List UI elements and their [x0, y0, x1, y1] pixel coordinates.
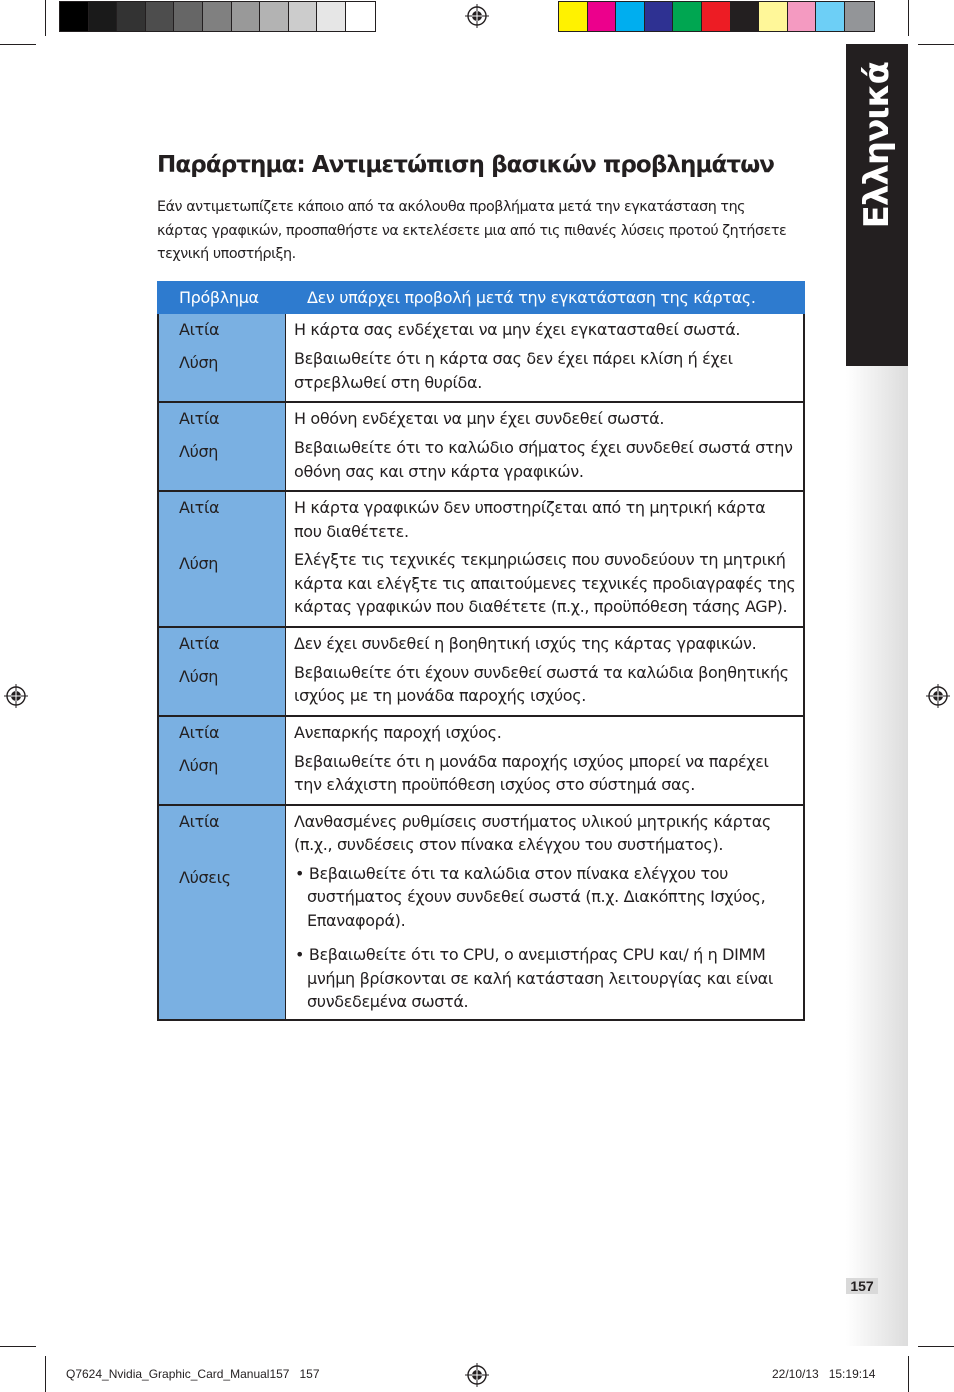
label-column: [159, 492, 286, 626]
text-column: [286, 403, 803, 490]
cause-solution-group: [159, 715, 803, 804]
label-column: [159, 403, 286, 490]
cause-label: Αιτία: [179, 498, 220, 517]
registration-mark-icon: [465, 4, 489, 28]
solution-label: Λύσεις: [179, 867, 231, 887]
label-column: [159, 806, 286, 1019]
cause-text: Ανεπαρκής παροχή ισχύος.: [294, 722, 502, 742]
crop-mark: [45, 0, 46, 36]
grayscale-swatch: [317, 2, 346, 31]
label-column: [159, 717, 286, 804]
color-calibration-bar: [558, 1, 875, 32]
registration-mark-icon: [4, 684, 28, 708]
crop-mark: [908, 0, 909, 36]
text-column: [286, 628, 803, 715]
grayscale-swatch: [232, 2, 261, 31]
cause-label: Αιτία: [179, 409, 220, 428]
side-gradient-strip: [846, 366, 908, 1346]
grayscale-swatch: [117, 2, 146, 31]
cause-solution-group: [159, 626, 803, 715]
footer-file-slug: Q7624_Nvidia_Graphic_Card_Manual157 157: [66, 1367, 320, 1381]
label-column: [159, 628, 286, 715]
color-swatch: [559, 2, 588, 31]
footer-timestamp: 22/10/13 15:19:14: [772, 1367, 876, 1381]
cause-text: Δεν έχει συνδεθεί η βοηθητική ισχύς της κάρτας γραφικών.: [294, 633, 757, 653]
page-number: 157: [846, 1278, 878, 1294]
cause-label: Αιτία: [179, 811, 220, 831]
solution-label: Λύση: [179, 442, 219, 461]
solution-label: Λύση: [179, 554, 219, 573]
crop-mark: [45, 1356, 46, 1392]
solution-text: Βεβαιωθείτε ότι το καλώδιο σήματος έχει συνδεθεί σωστά στην οθόνη σας και στην κάρτα γραφικών.: [294, 438, 793, 481]
crop-mark: [918, 1346, 954, 1347]
crop-mark: [0, 1346, 36, 1347]
cause-text: Η κάρτα σας ενδέχεται να μην έχει εγκατασταθεί σωστά.: [294, 320, 741, 339]
grayscale-swatch: [346, 2, 375, 31]
grayscale-swatch: [289, 2, 318, 31]
text-column: [286, 492, 803, 626]
troubleshooting-table: [157, 281, 805, 1021]
color-swatch: [759, 2, 788, 31]
problem-label: Πρόβλημα: [179, 287, 259, 307]
color-swatch: [645, 2, 674, 31]
color-swatch: [588, 2, 617, 31]
grayscale-swatch: [203, 2, 232, 31]
cause-text: Λανθασμένες ρυθμίσεις συστήματος υλικού μητρικής κάρτας (π.χ., συνδέσεις στον πίνακα ελέγχου του συστήματος).: [294, 811, 771, 854]
solution-text: Ελέγξτε τις τεχνικές τεκμηριώσεις που συνοδεύουν τη μητρική κάρτα και ελέγξτε τις απαιτούμενες τεχνικές προδιαγραφές της κάρτας γραφικών που διαθέτετε (π.χ., προϋπόθεση τάσης AGP).: [294, 550, 796, 616]
language-tab: [846, 44, 908, 366]
label-column: [159, 314, 286, 401]
solution-label: Λύση: [179, 755, 219, 775]
cause-solution-group: [159, 490, 803, 626]
color-swatch: [845, 2, 874, 31]
text-column: [286, 314, 803, 401]
crop-mark: [908, 1356, 909, 1392]
table-header: [157, 281, 805, 314]
grayscale-swatch: [89, 2, 118, 31]
grayscale-swatch: [60, 2, 89, 31]
cause-label: Αιτία: [179, 633, 220, 653]
cause-text: Η οθόνη ενδέχεται να μην έχει συνδεθεί σωστά.: [294, 409, 665, 428]
problem-text: Δεν υπάρχει προβολή μετά την εγκατάσταση της κάρτας.: [307, 287, 756, 307]
grayscale-calibration-bar: [59, 1, 376, 32]
page-title: Παράρτημα: Αντιμετώπιση βασικών προβλημάτων: [157, 152, 775, 178]
cause-label: Αιτία: [179, 722, 220, 742]
crop-mark: [918, 44, 954, 45]
solution-bullet: • Βεβαιωθείτε ότι το CPU, ο ανεμιστήρας CPU και/ ή η DIMM μνήμη βρίσκονται σε καλή κατάσταση λειτουργίας και είναι συνδεδεμένα σωστά.: [295, 945, 773, 1011]
cause-label: Αιτία: [179, 320, 220, 339]
color-swatch: [731, 2, 760, 31]
solution-text: Βεβαιωθείτε ότι έχουν συνδεθεί σωστά τα καλώδια βοηθητικής ισχύος με τη μονάδα παροχής ισχύος.: [294, 662, 789, 705]
color-swatch: [702, 2, 731, 31]
cause-solution-group: [159, 804, 803, 1019]
color-swatch: [816, 2, 845, 31]
registration-mark-icon: [926, 684, 950, 708]
grayscale-swatch: [260, 2, 289, 31]
language-tab-label: Ελληνικά: [857, 62, 897, 229]
registration-mark-icon: [465, 1363, 489, 1387]
cause-solution-group: [159, 314, 803, 401]
crop-mark: [0, 44, 36, 45]
intro-paragraph: Εάν αντιμετωπίζετε κάποιο από τα ακόλουθα προβλήματα μετά την εγκατάσταση της κάρτας γραφικών, προσπαθήστε να εκτελέσετε μια από τις πιθανές λύσεις προτού ζητήσετε τεχνική υποστήριξη.: [157, 199, 787, 262]
solution-label: Λύση: [179, 353, 219, 372]
text-column: [286, 806, 803, 1019]
color-swatch: [788, 2, 817, 31]
solution-bullet: • Βεβαιωθείτε ότι τα καλώδια στον πίνακα ελέγχου του συστήματος έχουν συνδεθεί σωστά (π.χ. Διακόπτης Ισχύος, Επαναφορά).: [295, 863, 766, 930]
color-swatch: [673, 2, 702, 31]
color-swatch: [616, 2, 645, 31]
solution-text: Βεβαιωθείτε ότι η κάρτα σας δεν έχει πάρει κλίση ή έχει στρεβλωθεί στη θυρίδα.: [294, 349, 733, 392]
solution-text: Βεβαιωθείτε ότι η μονάδα παροχής ισχύος μπορεί να παρέχει την ελάχιστη προϋπόθεση ισχύος στο σύστημά σας.: [294, 751, 769, 794]
grayscale-swatch: [146, 2, 175, 31]
cause-solution-group: [159, 401, 803, 490]
solution-label: Λύση: [179, 666, 219, 686]
grayscale-swatch: [174, 2, 203, 31]
text-column: [286, 717, 803, 804]
cause-text: Η κάρτα γραφικών δεν υποστηρίζεται από τη μητρική κάρτα που διαθέτετε.: [294, 498, 766, 541]
